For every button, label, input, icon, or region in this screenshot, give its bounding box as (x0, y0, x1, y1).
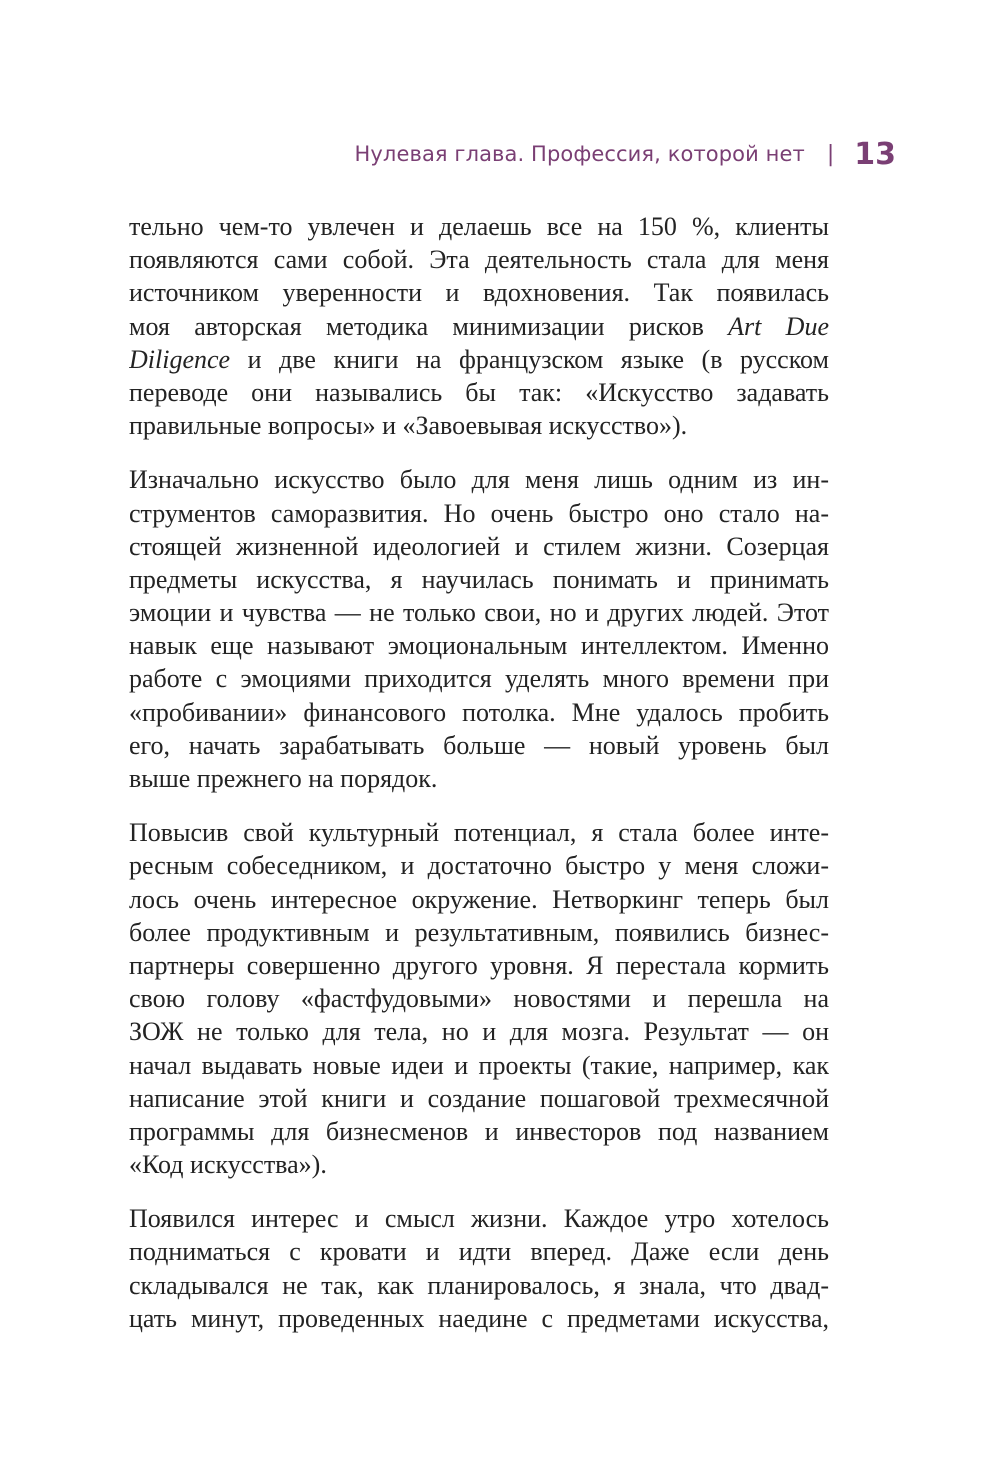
text-line: навык еще называют эмоциональным интеллектом. Именно (129, 631, 829, 661)
text-line: начал выдавать новые идеи и проекты (такие, например, как (129, 1050, 829, 1080)
page-number: 13 (854, 136, 896, 172)
text-line: источником уверенности и вдохновения. Так появилась (129, 278, 829, 308)
text-segment: моя авторская методика минимизации рисков (129, 311, 729, 341)
body-text (129, 210, 829, 1356)
text-line: более продуктивным и результативным, появились бизнес- (129, 917, 829, 947)
text-line: Изначально искусство было для меня лишь одним из ин- (129, 465, 829, 495)
italic-term: Art Due (728, 311, 829, 341)
text-line: «Код искусства»). (129, 1150, 327, 1180)
header-separator: | (826, 141, 835, 167)
text-line: работе с эмоциями приходится уделять много времени при (129, 664, 829, 694)
text-line (129, 310, 829, 343)
text-line: его, начать зарабатывать больше — новый уровень был (129, 730, 829, 760)
text-line: эмоции и чувства — не только свои, но и других людей. Этот (129, 598, 829, 628)
paragraph (129, 210, 829, 442)
text-line: выше прежнего на порядок. (129, 764, 438, 793)
text-line: струментов саморазвития. Но очень быстро оно стало на- (129, 498, 829, 528)
text-line: складывался не так, как планировалось, я знала, что двад- (129, 1270, 829, 1300)
text-line: тельно чем-то увлечен и делаешь все на 150 %, клиенты (129, 212, 829, 241)
paragraph (129, 816, 829, 1181)
paragraph (129, 463, 829, 795)
running-head (355, 132, 896, 176)
text-line: лось очень интересное окружение. Нетворкинг теперь был (129, 884, 829, 914)
text-line: «пробивании» финансового потолка. Мне удалось пробить (129, 697, 829, 727)
text-line (129, 343, 829, 376)
text-line: стоящей жизненной идеологией и стилем жизни. Созерцая (129, 531, 829, 561)
text-line: ЗОЖ не только для тела, но и для мозга. Результат — он (129, 1017, 829, 1047)
italic-term: Diligence (129, 344, 231, 374)
paragraph (129, 1202, 829, 1335)
text-segment: и две книги на французском языке (в русском (230, 344, 829, 374)
text-line: написание этой книги и создание пошаговой трехмесячной (129, 1083, 829, 1113)
text-line: переводе они назывались бы так: «Искусство задавать (129, 377, 829, 407)
text-line: появляются сами собой. Эта деятельность стала для меня (129, 245, 829, 275)
text-line: свою голову «фастфудовыми» новостями и перешла на (129, 984, 829, 1014)
text-line: предметы искусства, я научилась понимать и принимать (129, 564, 829, 594)
text-line: Повысив свой культурный потенциал, я стала более инте- (129, 818, 829, 848)
text-line: цать минут, проведенных наедине с предметами искусства, (129, 1303, 829, 1333)
chapter-title: Нулевая глава. Профессия, которой нет (354, 142, 805, 166)
text-line: подниматься с кровати и идти вперед. Даже если день (129, 1237, 829, 1267)
text-line: программы для бизнесменов и инвесторов под названием (129, 1116, 829, 1146)
text-line: партнеры совершенно другого уровня. Я перестала кормить (129, 950, 829, 980)
text-line: правильные вопросы» и «Завоевывая искусство»). (129, 411, 688, 441)
text-line: ресным собеседником, и достаточно быстро у меня сложи- (129, 851, 829, 881)
text-line: Появился интерес и смысл жизни. Каждое утро хотелось (129, 1204, 829, 1234)
